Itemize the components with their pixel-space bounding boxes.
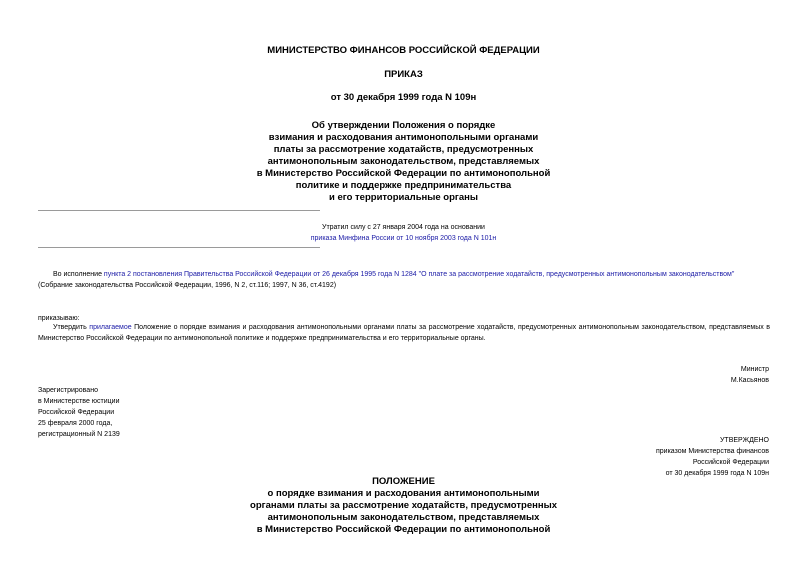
registration-line: Зарегистрировано (38, 387, 98, 394)
title-line: политике и поддержке предпринимательства (295, 180, 512, 191)
ministry-heading: МИНИСТЕРСТВО ФИНАНСОВ РОССИЙСКОЙ ФЕДЕРАЦИИ (267, 45, 540, 56)
status-note (0, 222, 807, 244)
divider (38, 210, 320, 211)
title-line: взимания и расходования антимонопольными органами (268, 132, 539, 143)
approve-prefix: Утвердить (53, 324, 90, 331)
government-decree-link[interactable]: пункта 2 постановления Правительства Российской Федерации от 26 декабря 1995 года N 1284 "О плате за рассмотрение ходатайств, предусмотренных антимонопольным законодательством" (103, 271, 735, 278)
status-note-link[interactable]: приказа Минфина России от 10 ноября 2003 года N 101н (310, 235, 497, 242)
document-title (0, 120, 807, 204)
signature-name: М.Касьянов (730, 377, 769, 384)
approval-label: УТВЕРЖДЕНО (719, 437, 769, 444)
signature-position: Министр (740, 366, 769, 373)
regulation-line: в Министерство Российской Федерации по антимонопольной (256, 524, 551, 535)
preamble (38, 269, 770, 291)
title-line: антимонопольным законодательством, представляемых (267, 156, 540, 167)
regulation-heading (0, 476, 807, 536)
registration-line: в Министерстве юстиции (38, 398, 120, 405)
status-note-text: Утратил силу с 27 января 2004 года на основании (322, 224, 485, 231)
preamble-prefix: Во исполнение (53, 271, 104, 278)
approve-text: Положение о порядке взимания и расходования антимонопольными органами платы за рассмотрение ходатайств, предусмотренных антимонопольным законодательством, представляемых в Министерство Российской Федерации по антимонопольной политике и поддержке предпринимательства и его территориальные органы. (38, 324, 770, 342)
approval-stamp (656, 435, 769, 479)
attached-regulation-link[interactable]: прилагаемое (89, 324, 132, 331)
title-line: в Министерство Российской Федерации по антимонопольной (256, 168, 551, 179)
document-date-number: от 30 декабря 1999 года N 109н (330, 92, 477, 103)
registration-line: регистрационный N 2139 (38, 431, 120, 438)
preamble-source: (Собрание законодательства Российской Федерации, 1996, N 2, ст.116; 1997, N 36, ст.4192) (38, 282, 337, 289)
order-word: приказываю: (38, 315, 80, 322)
title-line: и его территориальные органы (328, 192, 479, 203)
regulation-title: ПОЛОЖЕНИЕ (372, 476, 435, 487)
regulation-line: антимонопольным законодательством, представляемых (267, 512, 540, 523)
title-line: Об утверждении Положения о порядке (311, 120, 496, 131)
order-paragraph (38, 322, 770, 344)
registration-line: 25 февраля 2000 года, (38, 420, 113, 427)
registration-info (38, 385, 120, 440)
regulation-line: о порядке взимания и расходования антимонопольными (267, 488, 540, 499)
approval-line: от 30 декабря 1999 года N 109н (665, 470, 769, 477)
signature (731, 364, 769, 386)
registration-line: Российской Федерации (38, 409, 115, 416)
title-line: платы за рассмотрение ходатайств, предусмотренных (273, 144, 534, 155)
document-type: ПРИКАЗ (384, 69, 423, 80)
approval-line: Российской Федерации (692, 459, 769, 466)
divider (38, 247, 320, 248)
approval-line: приказом Министерства финансов (655, 448, 769, 455)
regulation-line: органами платы за рассмотрение ходатайств, предусмотренных (250, 500, 557, 511)
